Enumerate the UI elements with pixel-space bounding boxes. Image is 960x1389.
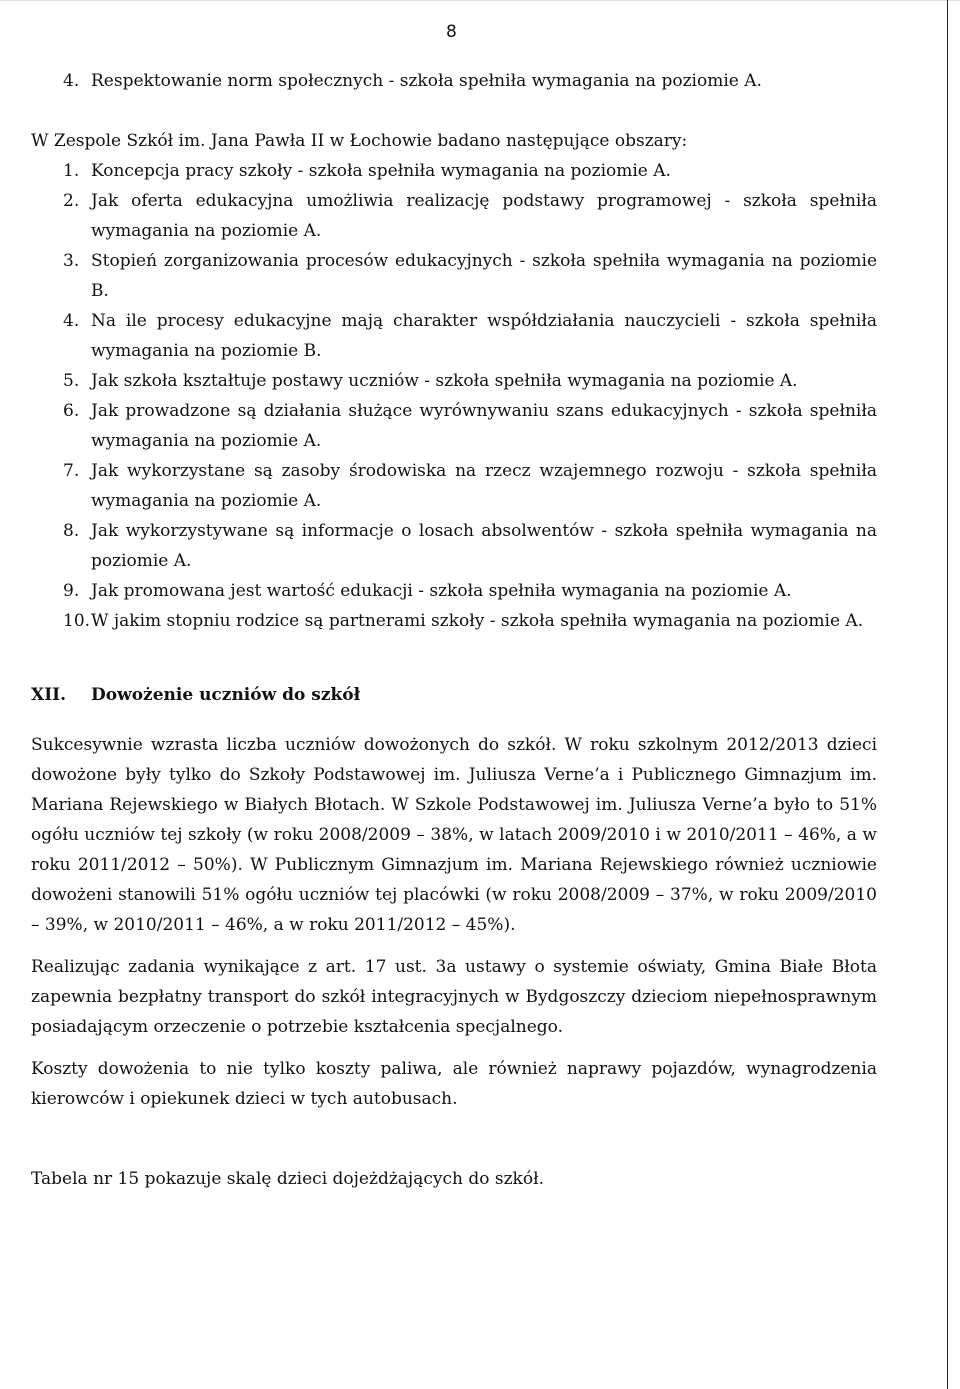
list-item-text: Stopień zorganizowania procesów edukacyjnych - szkoła spełniła wymagania na poziomie B. — [91, 251, 877, 301]
list-item-text: Respektowanie norm społecznych - szkoła spełniła wymagania na poziomie A. — [91, 71, 762, 91]
list-item — [31, 456, 877, 516]
paragraph: Sukcesywnie wzrasta liczba uczniów dowożonych do szkół. W roku szkolnym 2012/2013 dzieci dowożone były tylko do Szkoły Podstawowej im. Juliusza Verne’a i Publicznego Gimnazjum im. Mariana Rejewskiego w Białych Błotach. W Szkole Podstawowej im. Juliusza Verne’a było to 51% ogółu uczniów tej szkoły (w roku 2008/2009 – 38%, w latach 2009/2010 i w 2010/2011 – 46%, a w roku 2011/2012 – 50%). W Publicznym Gimnazjum im. Mariana Rejewskiego również uczniowie dowożeni stanowili 51% ogółu uczniów tej placówki (w roku 2008/2009 – 37%, w roku 2009/2010 – 39%, w 2010/2011 – 46%, a w roku 2011/2012 – 45%). — [31, 735, 877, 935]
list-item-text: Koncepcja pracy szkoły - szkoła spełniła wymagania na poziomie A. — [91, 161, 671, 181]
page-top-rule — [0, 0, 960, 1]
table-reference: Tabela nr 15 pokazuje skalę dzieci dojeżdżających do szkół. — [31, 1169, 544, 1189]
page-number: 8 — [446, 22, 457, 42]
list-item-number: 1. — [63, 161, 80, 181]
list-item-text: Jak promowana jest wartość edukacji - szkoła spełniła wymagania na poziomie A. — [91, 581, 792, 601]
areas-intro: W Zespole Szkół im. Jana Pawła II w Łochowie badano następujące obszary: — [31, 131, 688, 151]
list-item-number: 2. — [63, 191, 80, 211]
list-item — [31, 246, 877, 306]
section-heading — [31, 680, 877, 710]
paragraph: Koszty dowożenia to nie tylko koszty paliwa, ale również naprawy pojazdów, wynagrodzenia kierowców i opiekunek dzieci w tych autobusach. — [31, 1059, 877, 1109]
paragraph: Realizując zadania wynikające z art. 17 ust. 3a ustawy o systemie oświaty, Gmina Białe Błota zapewnia bezpłatny transport do szkół integracyjnych w Bydgoszczy dzieciom niepełnosprawnym posiadającym orzeczenie o potrzebie kształcenia specjalnego. — [31, 957, 877, 1037]
list-item-text: Jak wykorzystywane są informacje o losach absolwentów - szkoła spełniła wymagania na poziomie A. — [91, 521, 877, 571]
list-item — [31, 606, 877, 636]
list-item — [31, 66, 877, 96]
list-item — [31, 366, 877, 396]
document-body — [31, 66, 877, 1194]
list-item-text: W jakim stopniu rodzice są partnerami szkoły - szkoła spełniła wymagania na poziomie A. — [91, 611, 864, 631]
list-item — [31, 306, 877, 366]
list-item — [31, 516, 877, 576]
areas-list — [31, 156, 877, 636]
section-number: XII. — [31, 685, 67, 705]
list-item — [31, 576, 877, 606]
list-item-number: 5. — [63, 371, 80, 391]
list-item-number: 6. — [63, 401, 80, 421]
list-item-number: 8. — [63, 521, 80, 541]
list-item-text: Jak szkoła kształtuje postawy uczniów - szkoła spełniła wymagania na poziomie A. — [91, 371, 798, 391]
section-title: Dowożenie uczniów do szkół — [91, 685, 361, 705]
list-item — [31, 156, 877, 186]
list-item-number: 7. — [63, 461, 80, 481]
list-item-number: 4. — [63, 311, 80, 331]
list-item-number: 10. — [63, 611, 91, 631]
list-item-text: Jak oferta edukacyjna umożliwia realizację podstawy programowej - szkoła spełniła wymagania na poziomie A. — [91, 191, 877, 241]
list-item-text: Jak wykorzystane są zasoby środowiska na rzecz wzajemnego rozwoju - szkoła spełniła wymagania na poziomie A. — [91, 461, 877, 511]
list-item-number: 9. — [63, 581, 80, 601]
list-item-number: 3. — [63, 251, 80, 271]
list-item — [31, 396, 877, 456]
page-right-rule — [947, 0, 948, 1389]
list-item-number: 4. — [63, 71, 80, 91]
list-item — [31, 186, 877, 246]
list-item-text: Na ile procesy edukacyjne mają charakter współdziałania nauczycieli - szkoła spełniła wymagania na poziomie B. — [91, 311, 877, 361]
list-item-text: Jak prowadzone są działania służące wyrównywaniu szans edukacyjnych - szkoła spełniła wymagania na poziomie A. — [91, 401, 877, 451]
